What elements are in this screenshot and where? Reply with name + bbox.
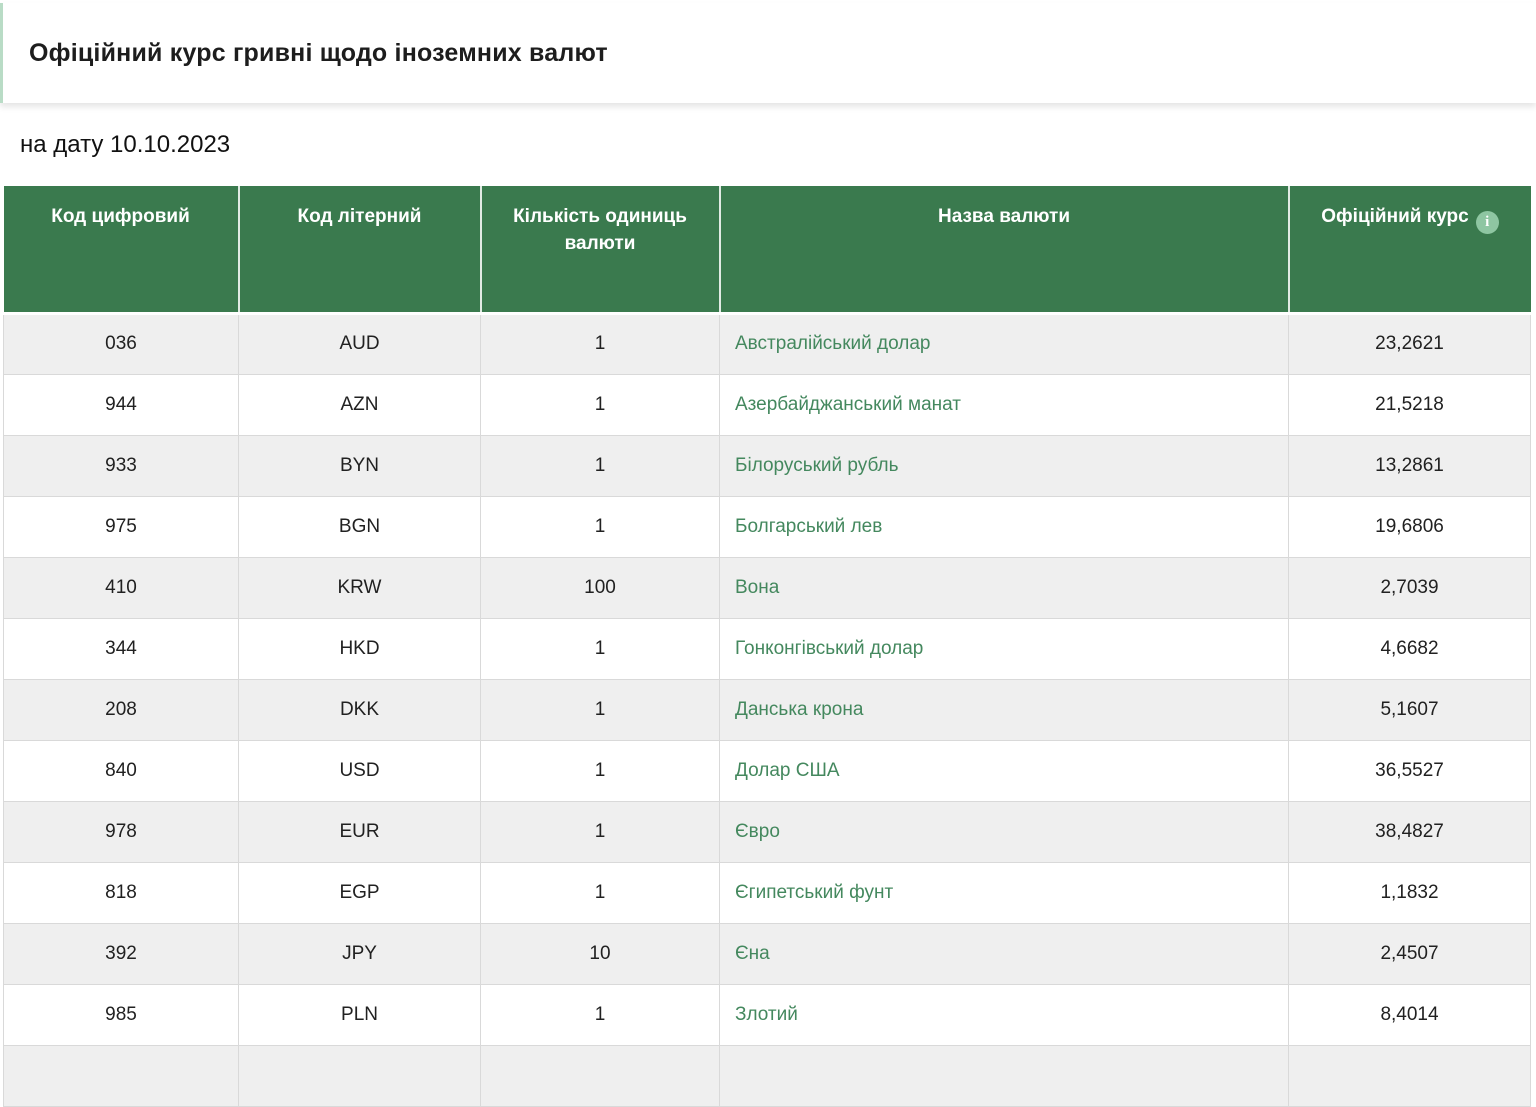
cell-currency-name <box>720 923 1289 984</box>
cell-currency-name <box>720 374 1289 435</box>
table-header <box>4 186 1531 313</box>
cell-letter-code: DKK <box>239 679 481 740</box>
column-header-letter-code: Код літерний <box>239 186 481 313</box>
table-row <box>4 313 1531 374</box>
cell-rate: 8,4014 <box>1289 984 1531 1045</box>
cell-units: 100 <box>481 557 720 618</box>
cell-letter-code: AUD <box>239 313 481 374</box>
cell-letter-code: EUR <box>239 801 481 862</box>
table-row <box>4 801 1531 862</box>
currency-name-link[interactable]: Вона <box>735 576 780 598</box>
cell-num-code: 944 <box>4 374 239 435</box>
cell-rate: 38,4827 <box>1289 801 1531 862</box>
currency-name-link[interactable]: Азербайджанський манат <box>735 393 961 415</box>
cell-currency-name <box>720 984 1289 1045</box>
table-row <box>4 618 1531 679</box>
currency-name-link[interactable]: Єна <box>735 942 770 964</box>
table-row <box>4 862 1531 923</box>
cell-letter-code: USD <box>239 740 481 801</box>
cell-units: 1 <box>481 862 720 923</box>
cell-units: 10 <box>481 923 720 984</box>
cell-rate: 4,6682 <box>1289 618 1531 679</box>
cell-currency-name <box>720 313 1289 374</box>
cell-units: 1 <box>481 618 720 679</box>
cell-currency-name <box>720 557 1289 618</box>
title-card <box>0 3 1536 103</box>
cell-rate: 13,2861 <box>1289 435 1531 496</box>
table-row <box>4 923 1531 984</box>
cell-rate: 2,7039 <box>1289 557 1531 618</box>
cell-currency-name <box>720 618 1289 679</box>
cell-currency-name <box>720 740 1289 801</box>
column-header-rate <box>1289 186 1531 313</box>
currency-name-link[interactable]: Гонконгівський долар <box>735 637 924 659</box>
currency-name-link[interactable]: Єгипетський фунт <box>735 881 894 903</box>
currency-name-link[interactable]: Білоруський рубль <box>735 454 899 476</box>
cell-rate: 1,1832 <box>1289 862 1531 923</box>
cell-currency-name <box>720 496 1289 557</box>
cell-units: 1 <box>481 679 720 740</box>
column-header-rate-label: Офіційний курс <box>1321 206 1469 227</box>
cell-units: 1 <box>481 984 720 1045</box>
rates-table-body <box>4 313 1531 1106</box>
cell-num-code: 036 <box>4 313 239 374</box>
cell-num-code: 985 <box>4 984 239 1045</box>
cell-units: 1 <box>481 496 720 557</box>
cell-units: 1 <box>481 801 720 862</box>
cell-rate: 2,4507 <box>1289 923 1531 984</box>
cell-num-code: 344 <box>4 618 239 679</box>
column-header-num-code: Код цифровий <box>4 186 239 313</box>
cell-num-code: 208 <box>4 679 239 740</box>
cell-letter-code: AZN <box>239 374 481 435</box>
currency-name-link[interactable]: Євро <box>735 820 780 842</box>
column-header-units: Кількість одиниць валюти <box>481 186 720 313</box>
cell-rate: 23,2621 <box>1289 313 1531 374</box>
table-row <box>4 679 1531 740</box>
table-row <box>4 740 1531 801</box>
cell-letter-code: KRW <box>239 557 481 618</box>
cell-num-code: 818 <box>4 862 239 923</box>
column-header-name: Назва валюти <box>720 186 1289 313</box>
currency-name-link[interactable]: Данська крона <box>735 698 864 720</box>
cell-num-code: 392 <box>4 923 239 984</box>
cell-currency-name <box>720 862 1289 923</box>
cell-units: 1 <box>481 435 720 496</box>
currency-name-link[interactable]: Австралійський долар <box>735 333 931 354</box>
table-row <box>4 435 1531 496</box>
cell-letter-code: BYN <box>239 435 481 496</box>
cell-num-code: 410 <box>4 557 239 618</box>
cell-num-code: 975 <box>4 496 239 557</box>
cell-units: 1 <box>481 374 720 435</box>
cell-currency-name <box>720 679 1289 740</box>
page-title: Офіційний курс гривні щодо іноземних валют <box>29 38 608 67</box>
cell-num-code: 978 <box>4 801 239 862</box>
table-row <box>4 557 1531 618</box>
cell-num-code: 933 <box>4 435 239 496</box>
cell-num-code: 840 <box>4 740 239 801</box>
currency-name-link[interactable]: Болгарський лев <box>735 515 883 537</box>
info-icon[interactable]: i <box>1476 211 1499 234</box>
cell-units: 1 <box>481 740 720 801</box>
table-row <box>4 984 1531 1045</box>
cell-rate: 36,5527 <box>1289 740 1531 801</box>
rate-date-label: на дату 10.10.2023 <box>20 131 231 158</box>
cell-rate: 5,1607 <box>1289 679 1531 740</box>
cell-letter-code: JPY <box>239 923 481 984</box>
cell-letter-code: BGN <box>239 496 481 557</box>
exchange-rates-table <box>3 186 1531 1107</box>
cell-currency-name <box>720 801 1289 862</box>
cell-letter-code: PLN <box>239 984 481 1045</box>
cell-letter-code: EGP <box>239 862 481 923</box>
cell-letter-code: HKD <box>239 618 481 679</box>
cell-rate: 21,5218 <box>1289 374 1531 435</box>
table-row-partial <box>4 1045 1531 1106</box>
cell-rate: 19,6806 <box>1289 496 1531 557</box>
currency-name-link[interactable]: Долар США <box>735 759 840 781</box>
table-row <box>4 374 1531 435</box>
cell-currency-name <box>720 435 1289 496</box>
currency-name-link[interactable]: Злотий <box>735 1003 798 1025</box>
cell-units: 1 <box>481 313 720 374</box>
table-row <box>4 496 1531 557</box>
